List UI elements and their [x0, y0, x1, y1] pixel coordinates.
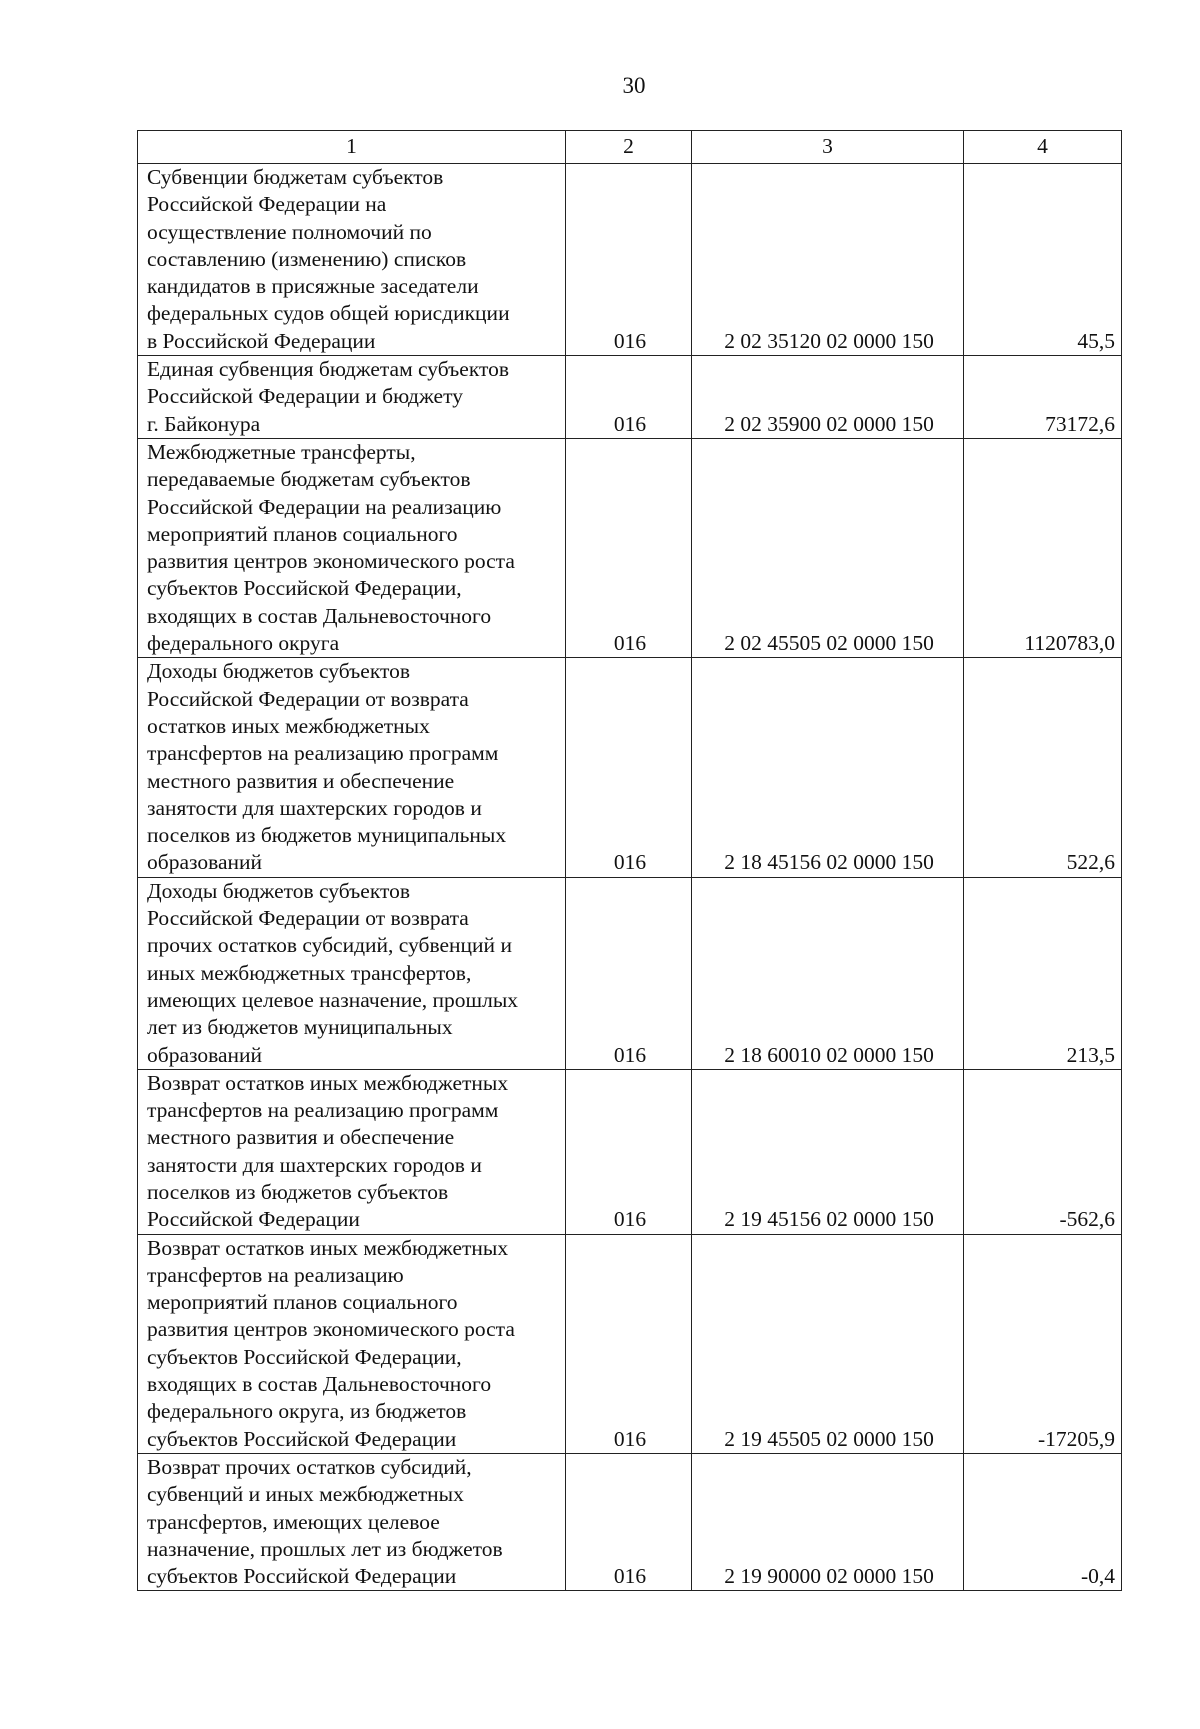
admin-code-cell: 016	[566, 658, 692, 877]
table-row	[138, 1453, 1122, 1590]
table-body	[138, 164, 1122, 1591]
revenue-name-cell: Доходы бюджетов субъектов Российской Федерации от возврата прочих остатков субсидий, субвенций и иных межбюджетных трансфертов, имеющих целевое назначение, прошлых лет из бюджетов муниципальных образований	[138, 877, 566, 1069]
amount-cell: 213,5	[964, 877, 1122, 1069]
amount-cell: 522,6	[964, 658, 1122, 877]
budget-classification-code-cell: 2 18 45156 02 0000 150	[692, 658, 964, 877]
admin-code-cell: 016	[566, 1069, 692, 1234]
budget-classification-code-cell: 2 18 60010 02 0000 150	[692, 877, 964, 1069]
revenue-name-cell: Единая субвенция бюджетам субъектов Российской Федерации и бюджету г. Байконура	[138, 356, 566, 439]
table-row	[138, 164, 1122, 356]
table-row	[138, 658, 1122, 877]
revenue-name-cell: Возврат остатков иных межбюджетных трансфертов на реализацию мероприятий планов социального развития центров экономического роста субъектов Российской Федерации, входящих в состав Дальневосточного федерального округа, из бюджетов субъектов Российской Федерации	[138, 1234, 566, 1453]
amount-cell: -17205,9	[964, 1234, 1122, 1453]
admin-code-cell: 016	[566, 877, 692, 1069]
revenue-name-cell: Доходы бюджетов субъектов Российской Федерации от возврата остатков иных межбюджетных трансфертов на реализацию программ местного развития и обеспечение занятости для шахтерских городов и поселков из бюджетов муниципальных образований	[138, 658, 566, 877]
page-number: 30	[622, 73, 646, 98]
admin-code-cell: 016	[566, 438, 692, 657]
admin-code-cell: 016	[566, 1453, 692, 1590]
table-row	[138, 356, 1122, 439]
table-row	[138, 877, 1122, 1069]
table-row	[138, 1069, 1122, 1234]
revenue-name-cell: Субвенции бюджетам субъектов Российской Федерации на осуществление полномочий по составлению (изменению) списков кандидатов в присяжные заседатели федеральных судов общей юрисдикции в Российской Федерации	[138, 164, 566, 356]
admin-code-cell: 016	[566, 356, 692, 439]
amount-cell: 73172,6	[964, 356, 1122, 439]
column-header-2: 2	[566, 131, 692, 164]
table-row	[138, 438, 1122, 657]
budget-classification-code-cell: 2 02 35900 02 0000 150	[692, 356, 964, 439]
amount-cell: 45,5	[964, 164, 1122, 356]
budget-classification-code-cell: 2 02 35120 02 0000 150	[692, 164, 964, 356]
amount-cell: -562,6	[964, 1069, 1122, 1234]
table-header	[138, 131, 1122, 164]
admin-code-cell: 016	[566, 1234, 692, 1453]
column-header-1: 1	[138, 131, 566, 164]
revenue-name-cell: Межбюджетные трансферты, передаваемые бюджетам субъектов Российской Федерации на реализацию мероприятий планов социального развития центров экономического роста субъектов Российской Федерации, входящих в состав Дальневосточного федерального округа	[138, 438, 566, 657]
amount-cell: -0,4	[964, 1453, 1122, 1590]
amount-cell: 1120783,0	[964, 438, 1122, 657]
admin-code-cell: 016	[566, 164, 692, 356]
table-row	[138, 1234, 1122, 1453]
budget-classification-code-cell: 2 19 45156 02 0000 150	[692, 1069, 964, 1234]
revenue-name-cell: Возврат прочих остатков субсидий, субвенций и иных межбюджетных трансфертов, имеющих целевое назначение, прошлых лет из бюджетов субъектов Российской Федерации	[138, 1453, 566, 1590]
revenue-name-cell: Возврат остатков иных межбюджетных трансфертов на реализацию программ местного развития и обеспечение занятости для шахтерских городов и поселков из бюджетов субъектов Российской Федерации	[138, 1069, 566, 1234]
budget-revenue-table	[137, 130, 1122, 1591]
column-header-4: 4	[964, 131, 1122, 164]
header-row	[138, 131, 1122, 164]
column-header-3: 3	[692, 131, 964, 164]
budget-classification-code-cell: 2 19 45505 02 0000 150	[692, 1234, 964, 1453]
budget-classification-code-cell: 2 02 45505 02 0000 150	[692, 438, 964, 657]
budget-classification-code-cell: 2 19 90000 02 0000 150	[692, 1453, 964, 1590]
